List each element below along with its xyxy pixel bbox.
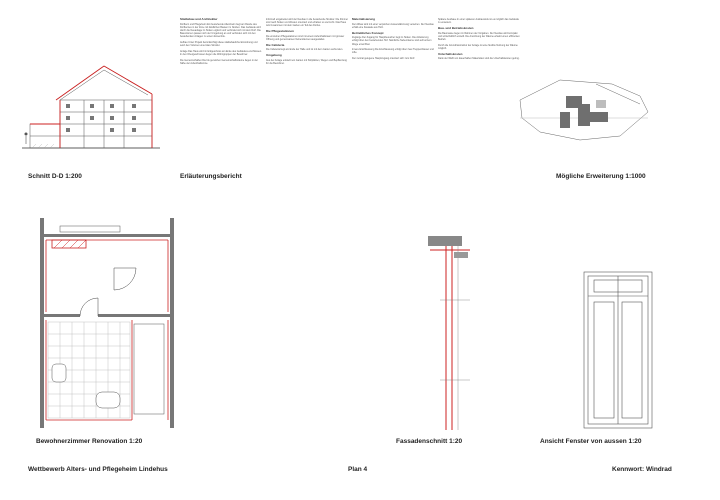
report-heading: Bau- und Betriebskosten: [438, 25, 474, 30]
report-column-4: [438, 18, 520, 63]
facade-section-drawing: [428, 236, 470, 430]
report-paragraph: Dorfkern und Pflegeheim Ein bestehende Altersheim liegt am Rande des Dorfkernes in der Zone mit ländlichen Bauten im Norden. Das Gebäude wird durch die Neuanlage im Süden ergänzt und verbindet sich mit dem Dorf. Die Bauvolumen passen sich der Umgebung an und verbinden sich mit den bestehenden Anlagen zu einem Ensemble.: [180, 22, 261, 39]
report-paragraph: Der Altbau wird mit einer verputzten Aussendämmung versehen. Der Neubau erhält eine Fassade aus Holz.: [352, 22, 434, 29]
report-column-3: [352, 18, 434, 63]
facade-caption: Fassadenschnitt 1:20: [396, 438, 463, 445]
report-column-1: [180, 18, 262, 68]
footer-keyword: Kennwort: Windrad: [612, 466, 672, 473]
window-elevation-drawing: [584, 272, 652, 428]
report-paragraph: Der zentral gelegene Hauptzugang orientiert sich zum Dorf.: [352, 57, 415, 61]
extension-caption: Mögliche Erweiterung 1:1000: [556, 173, 646, 180]
footer-plan-number: Plan 4: [348, 466, 368, 473]
report-paragraph: Informell eingebettet wird der Neubau in die bestehende Struktur. Die Zimmer sind nach Süden und Westen orientiert und erhalten so viel Licht. Das Haus wird zusammen mit dem Garten ein Teil des Dorfes.: [266, 18, 348, 28]
report-heading: Die Pflegestationen: [266, 29, 294, 34]
report-paragraph: Die einzelnen Pflegestationen sind mit einem Aufenthaltsraum mit grosser Öffnung und gemeinsamen Nebenräumen ausgestattet.: [266, 34, 345, 41]
report-column-2: [266, 18, 348, 67]
report-paragraph: Zugänge Der Zugang für Hauptbesucher liegt im Süden. Die Anlieferung erfolgt über den bestehenden Hof. Sämtliche Nebenräume sind auf kurzem Wege erreichbar.: [352, 36, 432, 46]
report-paragraph: Dank der Wahl von dauerhaften Materialien sind die Unterhaltskosten gering.: [438, 57, 520, 61]
report-heading: Unterhaltskosten: [438, 51, 463, 56]
room-caption: Bewohnerzimmer Renovation 1:20: [36, 438, 143, 445]
report-paragraph: Aus der Anlage entsteht ein Garten mit Sitzplätzen, Wegen und Bepflanzung für die Bewohner.: [266, 58, 347, 65]
window-caption: Ansicht Fenster von aussen 1:20: [540, 438, 642, 445]
report-paragraph: Durch die Grundrissstruktur der Anlage ist eine flexible Nutzung der Räume möglich.: [438, 43, 518, 50]
report-paragraph: Die Baumasse liegen im Rahmen der Vorgaben. Der Neubau wird kompakt und wirtschaftlich erstellt. Die Anordnung der Räume erlaubt einen effizienten Betrieb.: [438, 31, 520, 41]
section-caption: Schnitt D-D 1:200: [28, 173, 82, 180]
report-heading: Materialisierung: [352, 17, 376, 21]
report-heading: Umgebung: [266, 52, 282, 57]
report-paragraph: Aufbau Unter Projekt berücksichtigt diese städtebauliche Einordnung und setzt den Volumen eine klare Struktur.: [180, 41, 258, 48]
report-paragraph: Innere Erschliessung Die Erschliessung erfolgt über zwei Treppenhäuser und Lifte.: [352, 48, 434, 55]
report-paragraph: Die Gemeinschaften Die bis genutzten Gemeinschaftsräume liegen in der Nähe der Aufenthaltszone.: [180, 58, 258, 66]
footer-competition-title: Wettbewerb Alters- und Pflegeheim Lindehus: [28, 466, 168, 473]
report-heading: Die Cafeteria: [266, 42, 285, 47]
report-paragraph: Spätere Ausbaue In einer späteren Ausbaustufe ist es möglich das Gebäude zu erweitern.: [438, 18, 519, 25]
report-caption: Erläuterungsbericht: [180, 173, 242, 180]
room-plan-drawing: [40, 218, 174, 428]
report-paragraph: Anlage Das Haus wird im Erdgeschoss am Ende des Gebäudes erschlossen. In den Obergeschossen liegen die Wohngruppen der Bewohner.: [180, 50, 262, 57]
report-paragraph: Die Cafeteria liegt am Ende der Halle und ist mit dem Garten verbunden.: [266, 48, 343, 52]
report-heading: Betriebliches Konzept: [352, 30, 384, 35]
site-plan-drawing: [520, 80, 648, 140]
report-heading: Städtebau und Architektur: [180, 17, 218, 21]
